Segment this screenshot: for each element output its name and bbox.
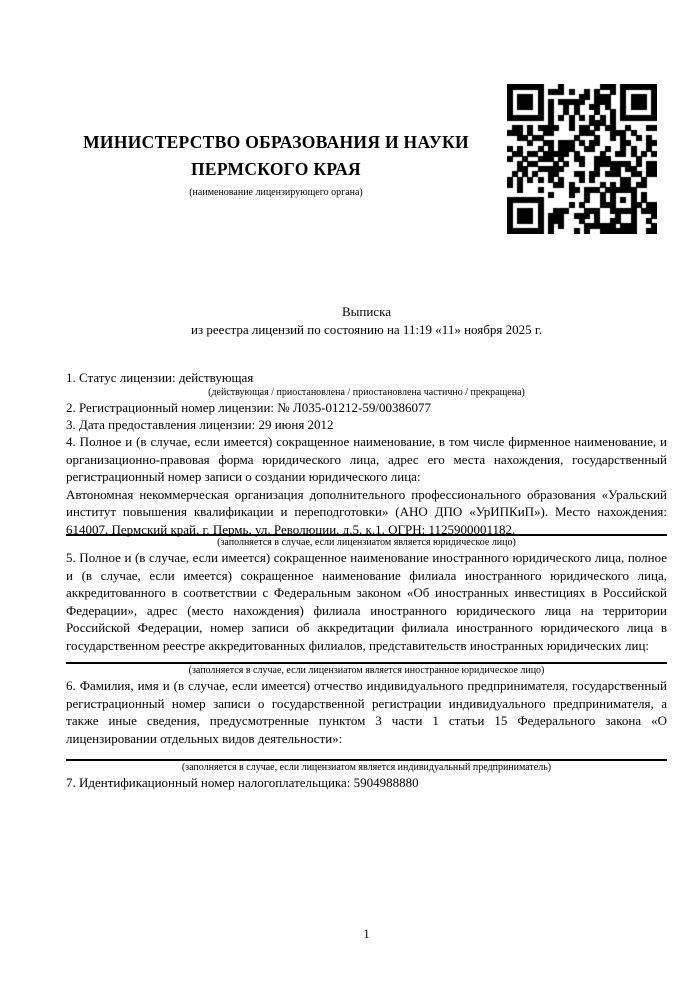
item-5-fill-note: (заполняется в случае, если лицензиатом является иностранное юридическое лицо)	[188, 665, 545, 676]
title-line1: Выписка	[342, 304, 391, 319]
document-title	[66, 303, 667, 339]
page-number: 1	[363, 927, 370, 941]
item-6-fill-note: (заполняется в случае, если лицензиатом является индивидуальный предприниматель)	[181, 762, 552, 773]
qr-code	[507, 84, 657, 234]
item-3-license-grant-date: 3. Дата предоставления лицензии: 29 июня 2012	[66, 417, 334, 432]
item-6-entrepreneur-label: 6. Фамилия, имя и (в случае, если имеется) отчество индивидуального предпринимателя, государственный регистрационный номер записи о государственной регистрации индивидуального предпринимателя, а также иные сведения, предусмотренные пунктом 3 части 1 статьи 15 Федерального закона «О лицензировании отдельных видов деятельности»:	[66, 678, 667, 746]
item-1-status-options-note: (действующая / приостановлена / приостановлена частично / прекращена)	[208, 387, 525, 398]
item-1-license-status: 1. Статус лицензии: действующая	[66, 370, 254, 385]
item-4-legal-entity-label: 4. Полное и (в случае, если имеется) сокращенное наименование, в том числе фирменное наименование, и организационно-правовая форма юридического лица, адрес его места нахождения, государственный регистрационный номер записи о создании юридического лица:	[66, 434, 667, 484]
licensing-authority-header	[50, 129, 502, 199]
title-line2: из реестра лицензий по состоянию на 11:19 «11» ноября 2025 г.	[191, 322, 542, 337]
item-7-taxpayer-id: 7. Идентификационный номер налогоплательщика: 5904988880	[66, 775, 419, 790]
document-body	[66, 369, 667, 791]
item-5-foreign-entity-label: 5. Полное и (в случае, если имеется) сокращенное наименование иностранного юридического лица, полное и (в случае, если имеется) сокращенное наименование филиала иностранного юридического лица, аккредитованного в соответствии с Федеральным законом «Об иностранных инвестициях в Российской Федерации», адрес (место нахождения) филиала иностранного юридического лица на территории Российской Федерации, номер записи об аккредитации филиала иностранного юридического лица в государственном реестре аккредитованных филиалов, представительств иностранных юридических лиц:	[66, 550, 667, 653]
item-2-registration-number: 2. Регистрационный номер лицензии: № Л035-01212-59/00386077	[66, 400, 432, 415]
item-4-fill-note: (заполняется в случае, если лицензиатом является юридическое лицо)	[217, 537, 516, 548]
ministry-name-line2: ПЕРМСКОГО КРАЯ	[191, 159, 361, 179]
item-4-legal-entity-value: Автономная некоммерческая организация дополнительного профессионального образования «Уральский институт повышения квалификации и переподготовки» (АНО ДПО «УрИПКиП»). Место нахождения: 614007, Пермский край, г. Пермь, ул. Революции, д.5, к.1. ОГРН: 1125900001182.	[66, 486, 667, 537]
ministry-name-caption: (наименование лицензирующего органа)	[189, 187, 363, 198]
ministry-name-line1: МИНИСТЕРСТВО ОБРАЗОВАНИЯ И НАУКИ	[83, 132, 469, 152]
